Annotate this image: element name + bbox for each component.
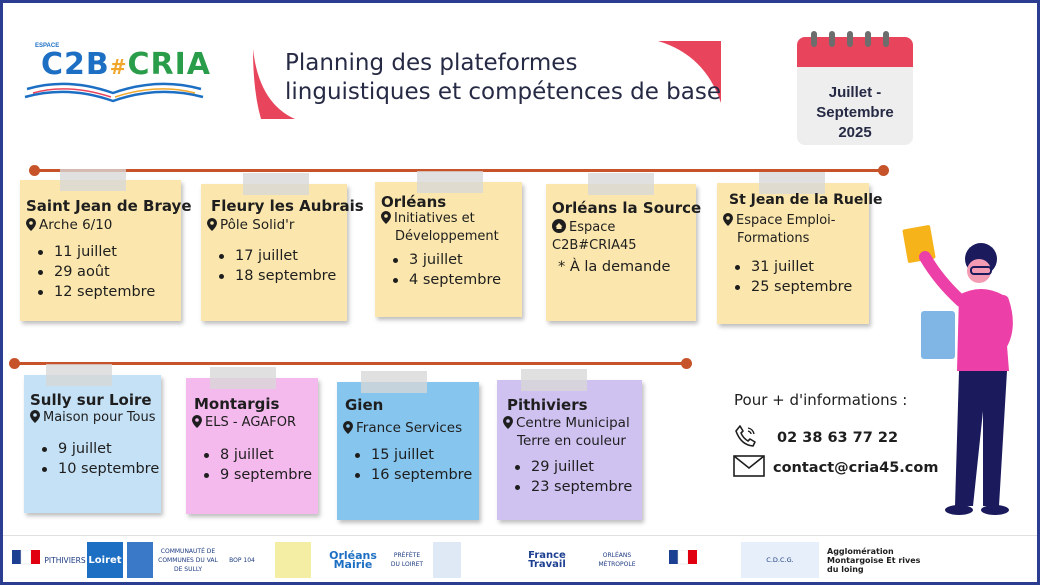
calendar-line-2: Septembre (816, 104, 894, 121)
calendar-line-3: 2025 (838, 124, 872, 141)
france-travail-logo: France Travail (528, 550, 566, 570)
card-dates (204, 445, 312, 485)
tape (417, 171, 483, 193)
tape (60, 169, 126, 191)
agglomeration-montargoise-logo: Agglomération Montargoise Et rives du loing (827, 546, 921, 574)
pin-icon (723, 213, 733, 226)
phone-number[interactable]: 02 38 63 77 22 (777, 430, 899, 446)
card-gien (337, 382, 479, 520)
timeline-dot (29, 165, 40, 176)
card-place-text: Arche 6/10 (39, 217, 113, 233)
calendar-icon (797, 37, 913, 145)
card-place-text: France Services (356, 420, 463, 436)
card-place (30, 409, 156, 427)
card-st-jean-de-la-ruelle (717, 183, 883, 324)
card-place (192, 414, 296, 432)
card-place-text: Espace C2B#CRIA45 (552, 220, 637, 253)
date-item: 17 juillet (219, 246, 336, 266)
date-item: 4 septembre (393, 270, 501, 290)
card-city: Saint Jean de Braye (26, 197, 192, 215)
tape (361, 371, 427, 393)
tape (46, 364, 112, 386)
card-place-text: Pôle Solid'r (220, 217, 295, 233)
mail-icon (733, 455, 767, 481)
calendar-ring (883, 31, 889, 47)
page-title (285, 49, 721, 107)
loiret-logo: Loiret (87, 542, 123, 578)
card-note: * À la demande (558, 259, 671, 275)
timeline-dot (681, 358, 692, 369)
orleans-mairie-logo: Orléans Mairie (329, 549, 377, 571)
calendar-line-1: Juillet - (828, 84, 882, 101)
card-city: Orléans la Source (552, 199, 702, 217)
blason-logo (127, 542, 153, 578)
date-item: 15 juillet (355, 445, 472, 465)
calendar-ring (847, 31, 853, 47)
card-city: St Jean de la Ruelle (729, 192, 883, 208)
card-dates (393, 250, 501, 290)
date-item: 31 juillet (735, 257, 852, 277)
logo-hash: # (109, 55, 128, 79)
card-city: Montargis (194, 395, 280, 413)
calendar-ring (811, 31, 817, 47)
card-pithiviers (497, 380, 642, 520)
prefete-logo: PRÉFÈTE DU LOIRET (390, 552, 424, 568)
card-place-line: Développement (395, 229, 499, 244)
card-fleury-les-aubrais (201, 184, 364, 321)
date-item: 10 septembre (42, 459, 159, 479)
orleans-metropole-logo: ORLÉANS MÉTROPOLE (598, 552, 636, 568)
pin-icon (192, 415, 202, 428)
title-line-2: linguistiques et compétences de base (285, 79, 722, 105)
card-place (381, 210, 499, 246)
card-place-line: Terre en couleur (517, 433, 626, 449)
date-item: 18 septembre (219, 266, 336, 286)
marianne-logo (669, 542, 697, 578)
calendar-ring (829, 31, 835, 47)
card-orleans-la-source (546, 184, 702, 321)
card-city: Fleury les Aubrais (211, 197, 364, 215)
card-dates (42, 439, 159, 479)
info-heading: Pour + d'informations : (734, 391, 908, 409)
card-place (26, 216, 112, 234)
card-montargis (186, 378, 318, 514)
partners-footer (3, 535, 1037, 582)
date-item: 12 septembre (38, 282, 155, 302)
date-item: 11 juillet (38, 242, 155, 262)
phone-row[interactable] (733, 423, 898, 453)
date-item: 25 septembre (735, 277, 852, 297)
agence-logo (701, 542, 737, 578)
card-sully-sur-loire (24, 375, 161, 513)
home-icon (552, 219, 566, 233)
date-item: 16 septembre (355, 465, 472, 485)
republique-francaise-logo (11, 542, 41, 578)
fleur-logo (275, 542, 311, 578)
card-place (503, 414, 630, 450)
email-address[interactable]: contact@cria45.com (773, 460, 939, 476)
logo-cria: CRIA (127, 47, 212, 82)
card-dates (515, 457, 632, 497)
card-place (723, 212, 835, 248)
logo-espace: ESPACE (35, 43, 60, 49)
date-item: 8 juillet (204, 445, 312, 465)
calendar-period (797, 83, 913, 143)
card-saint-jean-de-braye (20, 180, 192, 321)
card-dates (219, 246, 336, 286)
date-item: 3 juillet (393, 250, 501, 270)
logo-c2b: C2B (41, 47, 110, 82)
pin-icon (207, 218, 217, 231)
tape (759, 172, 825, 194)
card-orleans (375, 182, 522, 317)
card-dates (355, 445, 472, 485)
card-city: Orléans (381, 193, 447, 211)
card-place-text: Maison pour Tous (43, 410, 156, 425)
pin-icon (30, 410, 40, 423)
c2b-cria-logo (21, 41, 212, 111)
pithiviers-logo: PITHIVIERS (44, 555, 86, 565)
card-place (552, 219, 696, 255)
bop-logo: BOP 104 (229, 556, 255, 564)
pin-icon (503, 416, 513, 429)
card-place-text: ELS - AGAFOR (205, 415, 297, 430)
card-dates (735, 257, 852, 297)
poster (3, 3, 1037, 582)
card-place (343, 419, 462, 437)
cdcg-logo: C.D.C.G. (741, 542, 819, 578)
pin-icon (343, 421, 353, 434)
card-city: Sully sur Loire (30, 391, 152, 409)
title-line-1: Planning des plateformes (285, 50, 578, 76)
open-book-icon (23, 79, 205, 105)
date-item: 9 septembre (204, 465, 312, 485)
pin-icon (26, 218, 36, 231)
card-place-line: Formations (737, 231, 810, 246)
ccvs-logo: COMMUNAUTÉ DE COMMUNES DU VAL DE SULLY (158, 547, 218, 573)
card-dates (38, 242, 155, 302)
date-item: 29 juillet (515, 457, 632, 477)
timeline-bottom (13, 362, 688, 365)
card-city: Gien (345, 396, 384, 414)
date-item: 23 septembre (515, 477, 632, 497)
tape (243, 173, 309, 195)
phone-icon (733, 423, 767, 453)
calendar-ring (865, 31, 871, 47)
timeline-dot (878, 165, 889, 176)
date-item: 9 juillet (42, 439, 159, 459)
partner-logo (433, 542, 461, 578)
card-place-line: Espace Emploi- (736, 213, 836, 228)
date-item: 29 août (38, 262, 155, 282)
card-city: Pithiviers (507, 396, 588, 414)
pin-icon (381, 211, 391, 224)
tape (521, 369, 587, 391)
tape (210, 367, 276, 389)
timeline-dot (9, 358, 20, 369)
tape (588, 173, 654, 195)
card-place-line: Centre Municipal (516, 415, 630, 431)
card-place (207, 216, 294, 234)
person-illustration (899, 221, 1019, 521)
card-place-line: Initiatives et (394, 211, 475, 226)
partner-logo (465, 542, 497, 578)
